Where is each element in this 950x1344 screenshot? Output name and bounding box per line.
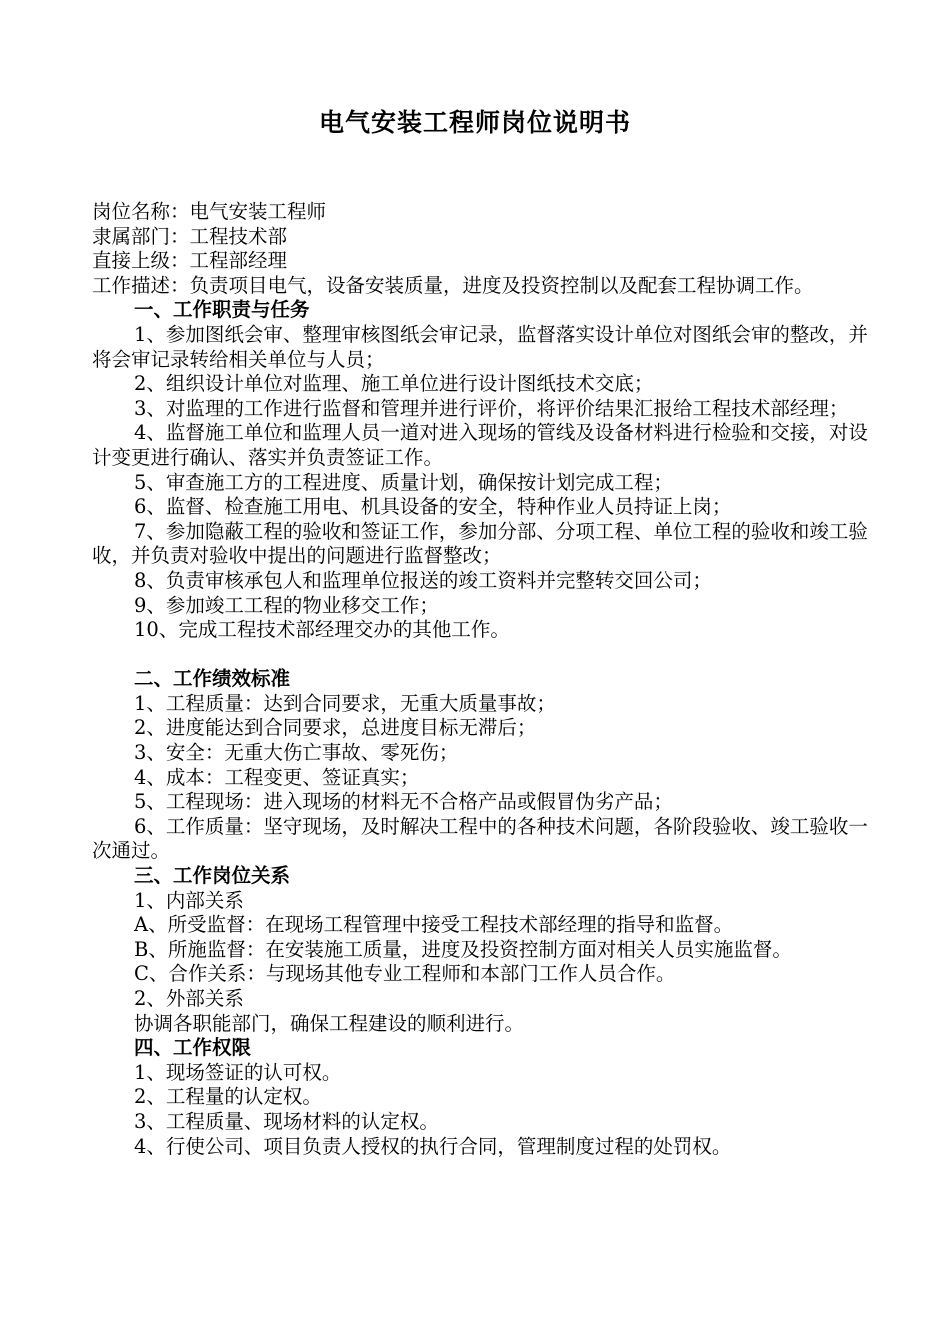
list-item: 3、对监理的工作进行监督和管理并进行评价，将评价结果汇报给工程技术部经理； — [134, 396, 849, 420]
external-relations-label: 2、外部关系 — [134, 987, 244, 1010]
document-title: 电气安装工程师岗位说明书 — [318, 108, 631, 137]
list-item: 1、工程质量：达到合同要求，无重大质量事故； — [134, 691, 556, 715]
position-name: 岗位名称：电气安装工程师 — [92, 200, 327, 223]
external-relations-text: 协调各职能部门，确保工程建设的顺利进行。 — [134, 1011, 525, 1035]
list-item: 7、参加隐蔽工程的验收和签证工作，参加分部、分项工程、单位工程的验收和竣工验收，并负责对验收中提出的问题进行监督整改； — [92, 519, 868, 568]
superior: 直接上级：工程部经理 — [92, 249, 288, 273]
list-item: 2、组织设计单位对监理、施工单位进行设计图纸技术交底； — [134, 372, 654, 396]
list-item: 1、现场签证的认可权。 — [134, 1060, 342, 1084]
list-item: C、合作关系：与现场其他专业工程师和本部门工作人员合作。 — [134, 962, 676, 986]
section-heading-authority: 四、工作权限 — [134, 1036, 252, 1060]
section-spacer — [92, 643, 872, 668]
list-item: 2、进度能达到合同要求，总进度目标无滞后； — [134, 716, 537, 740]
list-item: 1、参加图纸会审、整理审核图纸会审记录，监督落实设计单位对图纸会审的整改，并将会审记录转给相关单位与人员； — [92, 322, 868, 371]
list-item: 10、完成工程技术部经理交办的其他工作。 — [134, 618, 510, 642]
department: 隶属部门：工程技术部 — [92, 224, 288, 248]
list-item: 3、工程质量、现场材料的认定权。 — [134, 1109, 439, 1133]
section-heading-performance: 二、工作绩效标准 — [134, 667, 291, 691]
internal-relations-label: 1、内部关系 — [134, 888, 244, 912]
list-item: 4、监督施工单位和监理人员一道对进入现场的管线及设备材料进行检验和交接，对设计变更进行确认、落实并负责签证工作。 — [92, 421, 868, 469]
list-item: 5、工程现场：进入现场的材料无不合格产品或假冒伪劣产品； — [134, 790, 673, 814]
list-item: 4、成本：工程变更、签证真实； — [134, 765, 420, 789]
section-heading-responsibilities: 一、工作职责与任务 — [134, 298, 310, 322]
list-item: 4、行使公司、项目负责人授权的执行合同，管理制度过程的处罚权。 — [134, 1134, 732, 1158]
list-item: 3、安全：无重大伤亡事故、零死伤； — [134, 741, 459, 765]
list-item: B、所施监督：在安装施工质量，进度及投资控制方面对相关人员实施监督。 — [134, 937, 792, 961]
list-item: 6、工作质量：坚守现场，及时解决工程中的各种技术问题，各阶段验收、竣工验收一次通过。 — [92, 814, 868, 863]
list-item: 6、监督、检查施工用电、机具设备的安全，特种作业人员持证上岗； — [134, 495, 732, 519]
list-item: A、所受监督：在现场工程管理中接受工程技术部经理的指导和监督。 — [134, 913, 734, 937]
job-description: 工作描述：负责项目电气，设备安装质量，进度及投资控制以及配套工程协调工作。 — [92, 273, 814, 297]
list-item: 8、负责审核承包人和监理单位报送的竣工资料并完整转交回公司； — [134, 568, 712, 592]
section-heading-relations: 三、工作岗位关系 — [134, 864, 291, 888]
list-item: 9、参加竣工工程的物业移交工作； — [134, 593, 439, 617]
document-body — [92, 200, 872, 1159]
list-item: 5、审查施工方的工程进度、质量计划，确保按计划完成工程； — [134, 470, 673, 494]
list-item: 2、工程量的认定权。 — [134, 1085, 322, 1109]
